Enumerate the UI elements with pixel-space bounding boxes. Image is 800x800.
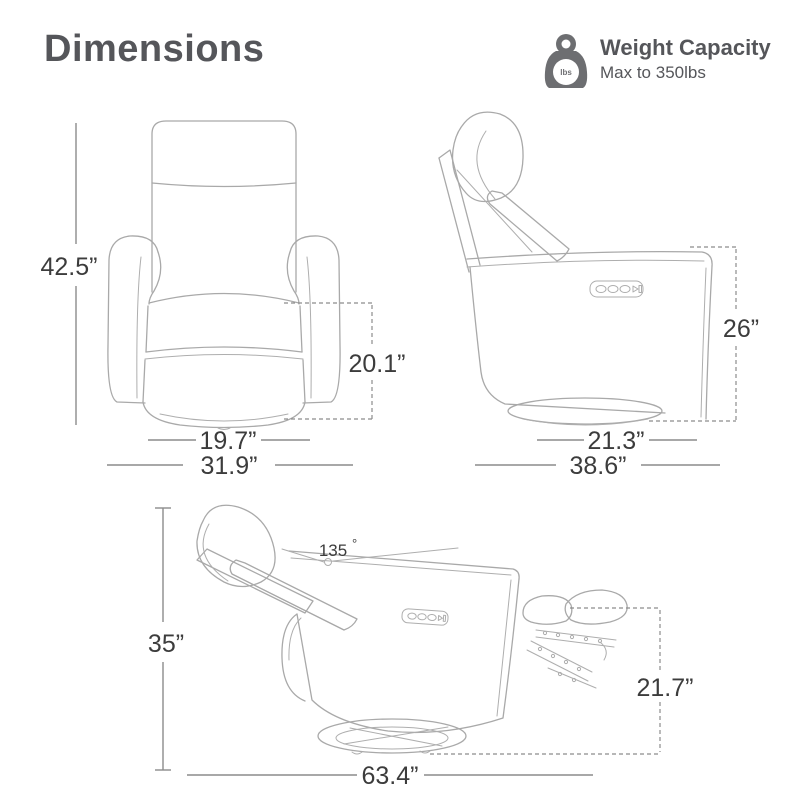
front-view (41, 121, 406, 480)
reclined-overall-height-dimension (148, 508, 184, 770)
reclined-mechanism (527, 630, 616, 688)
front-seat-height-dimension (284, 303, 405, 419)
reclined-control-panel (402, 608, 449, 625)
front-overall-width-dimension (107, 452, 353, 480)
front-chair-drawing (108, 121, 340, 430)
side-control-panel (590, 281, 643, 297)
front-overall-height-dimension (41, 123, 98, 425)
reclined-chair-drawing (197, 505, 627, 754)
side-overall-depth-dimension (475, 452, 720, 480)
weight-capacity-title: Weight Capacity (600, 35, 771, 60)
side-view (439, 112, 759, 480)
reclined-view (148, 505, 694, 790)
front-overall-height-label: 42.5” (40, 252, 98, 281)
weight-capacity-max: Max to 350lbs (600, 63, 706, 83)
side-chair-drawing (439, 112, 712, 425)
side-base-depth-dimension (537, 427, 697, 455)
front-dimensions (41, 123, 406, 480)
side-back-height-label: 26” (722, 314, 760, 343)
page-title: Dimensions (44, 28, 265, 70)
weight-icon-lbs-label: lbs (560, 68, 572, 77)
reclined-length-dimension (187, 762, 593, 790)
side-dimensions (475, 247, 759, 480)
reclined-length-label: 63.4” (361, 761, 419, 790)
recline-angle-degree-symbol: ° (352, 536, 358, 551)
side-back-height-dimension (649, 247, 759, 421)
front-overall-width-label: 31.9” (200, 451, 258, 480)
front-seat-height-label: 20.1” (348, 349, 406, 378)
side-overall-depth-label: 38.6” (569, 451, 627, 480)
reclined-footrest-height-label: 21.7” (636, 673, 694, 702)
reclined-footrest-height-dimension (430, 608, 693, 754)
front-seat-width-label: 19.7” (199, 426, 257, 455)
side-base-depth-label: 21.3” (587, 426, 645, 455)
recline-angle-label: 135 (318, 541, 348, 560)
front-seat-width-dimension (148, 427, 310, 455)
reclined-overall-height-label: 35” (147, 629, 185, 658)
recline-angle-annotation (282, 536, 458, 566)
